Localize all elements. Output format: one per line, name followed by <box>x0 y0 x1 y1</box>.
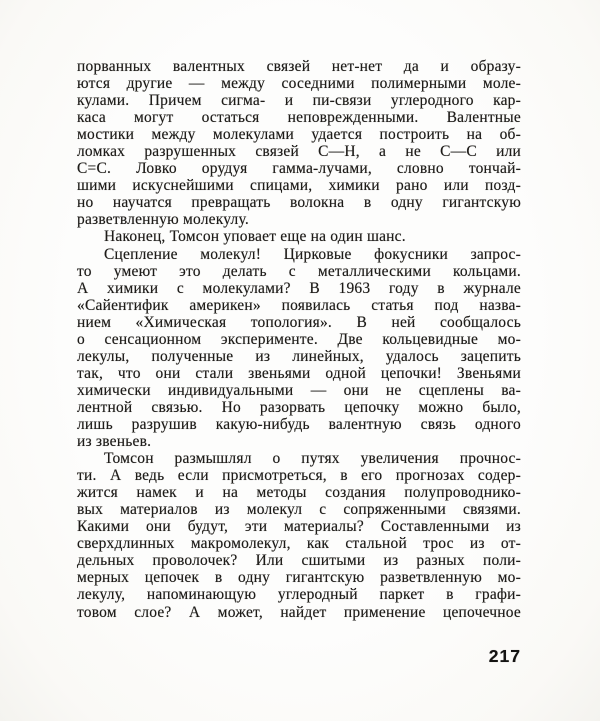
text-line: ломках разрушенных связей С—Н, а не С—С или <box>77 143 521 161</box>
text-line: шими искуснейшими спицами, химики рано или позд- <box>77 177 521 195</box>
text-line: нием «Химическая топология». В ней сообщалось <box>77 313 521 331</box>
text-line: Томсон размышлял о путях увеличения прочнос- <box>104 450 521 468</box>
text-line: жится намек и на методы создания полупроводнико- <box>77 484 521 502</box>
text-line: товом слое? А может, найдет применение цепочечное <box>77 603 521 621</box>
text-block <box>77 58 521 621</box>
text-line: мерных цепочек в одну гигантскую разветвленную мо- <box>77 569 521 587</box>
text-line: порванных валентных связей нет-нет да и образу- <box>77 58 521 75</box>
text-line: лекулу, напоминающую углеродный паркет в графи- <box>77 586 521 604</box>
text-line: «Сайентифик америкен» появилась статья под назва- <box>77 296 521 314</box>
text-line: дельных проволочек? Или сшитыми из разных поли- <box>77 552 521 570</box>
text-line: но научатся превращать волокна в одну гигантскую <box>77 194 521 212</box>
text-line: Сцепление молекул! Цирковые фокусники запрос- <box>104 245 521 263</box>
page-number: 217 <box>488 646 521 666</box>
text-line: Какими они будут, эти материалы? Составленными из <box>77 518 521 536</box>
text-line: химически индивидуальными — они не сцеплены ва- <box>77 381 521 399</box>
text-line: так, что они стали звеньями одной цепочки! Звеньями <box>77 364 521 382</box>
text-line: вых материалов из молекул с сопряженными связями. <box>77 501 521 519</box>
text-line: С=С. Ловко орудуя гамма-лучами, словно тончай- <box>77 160 521 178</box>
text-line: из звеньев. <box>77 433 152 451</box>
text-line: лентной связью. Но разорвать цепочку можно было, <box>77 398 521 416</box>
text-line: разветвленную молекулу. <box>77 211 249 229</box>
text-line: лишь разрушив какую-нибудь валентную связь одного <box>77 415 521 433</box>
text-line: ти. А ведь если присмотреться, в его прогнозах содер- <box>77 467 521 485</box>
text-line: каса могут остаться неповрежденными. Валентные <box>77 109 521 127</box>
text-line: ются другие — между соседними полимерными моле- <box>77 75 521 93</box>
text-line: кулами. Причем сигма- и пи-связи углеродного кар- <box>77 92 521 110</box>
text-line: сверхдлинных макромолекул, как стальной трос из от- <box>77 535 521 553</box>
text-line: мостики между молекулами удается построить на об- <box>77 126 521 144</box>
text-line: лекулы, полученные из линейных, удалось зацепить <box>77 347 521 365</box>
text-line: А химики с молекулами? В 1963 году в журнале <box>77 279 521 297</box>
text-line: то умеют это делать с металлическими кольцами. <box>77 262 521 280</box>
text-line: о сенсационном эксперименте. Две кольцевидные мо- <box>77 330 521 348</box>
text-line: Наконец, Томсон уповает еще на один шанс. <box>104 228 406 246</box>
